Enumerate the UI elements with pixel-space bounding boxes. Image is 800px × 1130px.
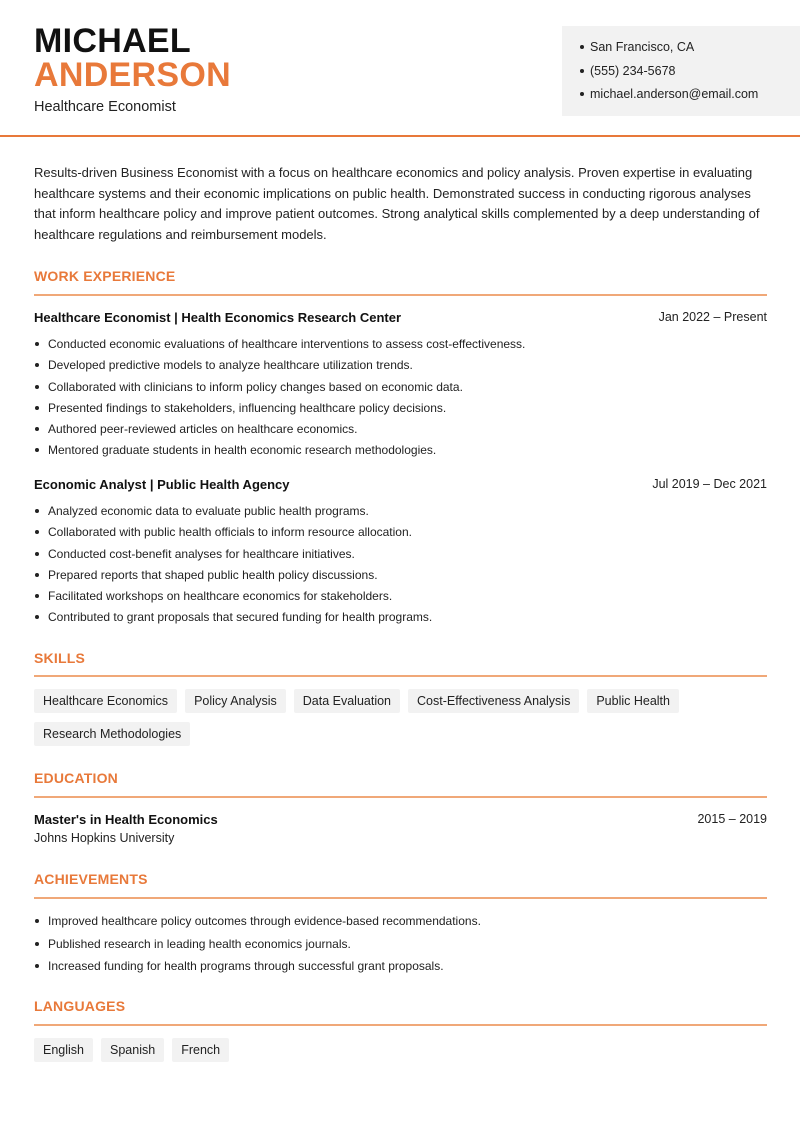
skills-list (34, 689, 767, 746)
list-item (34, 503, 767, 524)
list-item (34, 609, 767, 630)
bullet-icon (35, 594, 39, 598)
location-text: San Francisco, CA (590, 40, 695, 54)
bullet-text: Presented findings to stakeholders, influencing healthcare policy decisions. (48, 400, 447, 415)
job-dates: Jan 2022 – Present (658, 310, 767, 324)
section-divider (34, 675, 767, 677)
contact-phone (580, 63, 800, 87)
section-divider (34, 1024, 767, 1026)
list-item (34, 567, 767, 588)
list-item (34, 588, 767, 609)
bullet-text: Facilitated workshops on healthcare economics for stakeholders. (48, 589, 393, 604)
list-item (34, 421, 767, 442)
language-chip: French (172, 1038, 229, 1062)
bullet-text: Conducted cost-benefit analyses for healthcare initiatives. (48, 546, 355, 561)
section-divider (34, 897, 767, 899)
skill-chip: Data Evaluation (294, 689, 400, 713)
job-dates: Jul 2019 – Dec 2021 (652, 477, 767, 491)
list-item (34, 936, 767, 959)
list-item (34, 546, 767, 567)
job-header (34, 477, 767, 492)
bullet-icon (35, 509, 39, 513)
bullet-text: Contributed to grant proposals that secured funding for health programs. (48, 610, 433, 625)
list-item (34, 357, 767, 378)
list-item (34, 379, 767, 400)
bullet-text: Increased funding for health programs through successful grant proposals. (48, 959, 444, 974)
school-name: Johns Hopkins University (34, 831, 175, 845)
bullet-text: Published research in leading health economics journals. (48, 936, 351, 951)
degree: Master's in Health Economics (34, 812, 218, 827)
bullet-text: Prepared reports that shaped public health policy discussions. (48, 567, 378, 582)
resume-header (0, 0, 800, 137)
list-item (34, 442, 767, 463)
job-role: Economic Analyst | Public Health Agency (34, 477, 290, 492)
bullet-text: Authored peer-reviewed articles on healthcare economics. (48, 422, 358, 437)
skill-chip: Research Methodologies (34, 722, 190, 746)
list-item (34, 524, 767, 545)
skill-chip: Policy Analysis (185, 689, 286, 713)
bullet-icon (35, 942, 39, 946)
job-header (34, 310, 767, 325)
bullet-icon (35, 406, 39, 410)
email-link[interactable]: michael.anderson@email.com (590, 87, 759, 101)
section-title-work: WORK EXPERIENCE (34, 268, 176, 284)
bullet-text: Analyzed economic data to evaluate public health programs. (48, 504, 369, 518)
first-name: MICHAEL (34, 22, 191, 60)
bullet-icon (580, 92, 584, 96)
bullet-icon (35, 615, 39, 619)
list-item (34, 400, 767, 421)
list-item (34, 913, 767, 936)
job-bullets (34, 503, 767, 631)
bullet-icon (35, 342, 39, 346)
languages-list (34, 1038, 767, 1062)
bullet-icon (35, 448, 39, 452)
professional-summary: Results-driven Business Economist with a focus on healthcare economics and policy analysis. Proven expertise in evaluating healthcare systems and their economic implications on public health. Demonstrated success in conducting rigorous analyses that inform healthcare policy and improve patient outcomes. Strong analytical skills complemented by a deep understanding of healthcare regulations and reimbursement models. (34, 165, 760, 243)
last-name: ANDERSON (34, 56, 231, 94)
list-item (34, 336, 767, 357)
education-dates: 2015 – 2019 (697, 812, 767, 826)
achievements-list (34, 913, 767, 981)
skill-chip: Public Health (587, 689, 679, 713)
bullet-icon (35, 363, 39, 367)
bullet-icon (35, 385, 39, 389)
phone-text: (555) 234-5678 (590, 63, 676, 78)
bullet-text: Collaborated with public health officials to inform resource allocation. (48, 525, 412, 540)
section-title-education: EDUCATION (34, 770, 118, 786)
bullet-text: Conducted economic evaluations of healthcare interventions to assess cost-effectiveness. (48, 337, 526, 351)
bullet-icon (35, 552, 39, 556)
contact-box (562, 26, 800, 116)
skill-chip: Healthcare Economics (34, 689, 177, 713)
bullet-icon (35, 427, 39, 431)
bullet-icon (35, 530, 39, 534)
bullet-icon (35, 964, 39, 968)
list-item (34, 958, 767, 981)
language-chip: English (34, 1038, 93, 1062)
bullet-icon (35, 573, 39, 577)
job-role: Healthcare Economist | Health Economics Research Center (34, 310, 402, 325)
section-title-skills: SKILLS (34, 650, 85, 666)
bullet-icon (580, 69, 584, 73)
job-title: Healthcare Economist (34, 99, 176, 115)
bullet-icon (35, 919, 39, 923)
section-divider (34, 294, 767, 296)
bullet-text: Improved healthcare policy outcomes through evidence-based recommendations. (48, 914, 481, 928)
bullet-text: Collaborated with clinicians to inform policy changes based on economic data. (48, 379, 463, 394)
skill-chip: Cost-Effectiveness Analysis (408, 689, 579, 713)
section-title-languages: LANGUAGES (34, 998, 126, 1014)
bullet-text: Developed predictive models to analyze healthcare utilization trends. (48, 358, 413, 373)
contact-location (580, 39, 800, 63)
job-bullets (34, 336, 767, 464)
bullet-text: Mentored graduate students in health economic research methodologies. (48, 443, 437, 458)
contact-email[interactable] (580, 86, 800, 110)
bullet-icon (580, 45, 584, 49)
section-divider (34, 796, 767, 798)
education-header (34, 812, 767, 827)
section-title-achievements: ACHIEVEMENTS (34, 871, 148, 887)
language-chip: Spanish (101, 1038, 164, 1062)
